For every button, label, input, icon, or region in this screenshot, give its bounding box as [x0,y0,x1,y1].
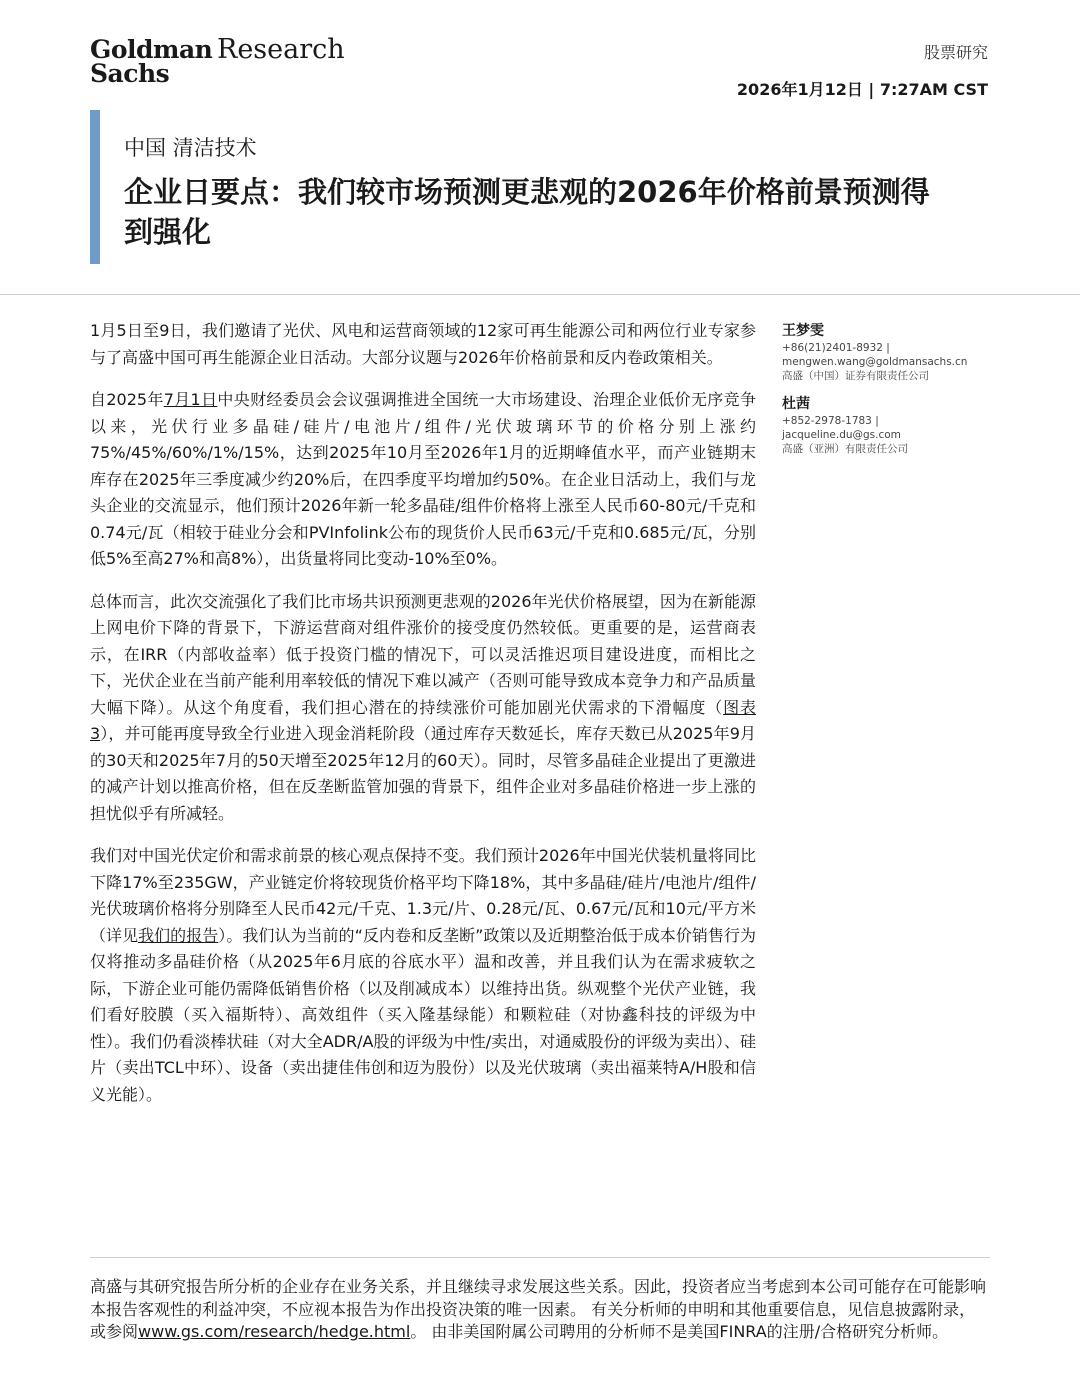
goldman-sachs-logo [90,34,345,88]
paragraph-4 [90,843,756,1108]
analyst-card [782,322,1002,383]
header-meta [737,40,988,100]
logo-line-goldman: Goldman [90,35,213,64]
document-type: 股票研究 [923,43,988,62]
analyst-phone: +852-2978-1783 | [782,415,879,427]
paragraph-2-text-a: 自2025年 [90,390,164,409]
analyst-phone: +86(21)2401-8932 | [782,342,890,354]
paragraph-1: 1月5日至9日，我们邀请了光伏、风电和运营商领域的12家可再生能源公司和两位行业专家参与了高盛中国可再生能源企业日活动。大部分议题与2026年价格前景和反内卷政策相关。 [90,321,756,367]
logo-research: Research [217,34,345,65]
page-header [0,0,1080,110]
title-block [90,110,1000,264]
link-exhibit-3[interactable]: 图表 3 [90,697,756,743]
report-body [90,318,756,1124]
analyst-sidebar [782,322,1002,468]
disclaimer [90,1276,990,1344]
paragraph-3-text-b: ），并可能再度导致全行业进入现金消耗阶段（通过库存天数延长，库存天数已从2025年9月的30天和2025年7月的50天增至2025年12月的60天）。同时，尽管多晶硅企业提出了更激进的减产计划以推高价格，但在反垄断监管加强的背景下，组件企业对多晶硅价格进一步上涨的担忧似乎有所减轻。 [90,724,756,823]
disclaimer-text-a: 高盛与其研究报告所分析的企业存在业务关系，并且继续寻求发展这些关系。因此，投资者应当考虑到本公司可能存在可能影响本报告客观性的利益冲突，不应视本报告为作出投资决策的唯一因素。 有关分析师的申明和其他重要信息，见信息披露附录，或参阅 [90,1277,987,1341]
link-our-report[interactable]: 我们的报告 [138,925,219,945]
paragraph-4-text-b: ）。我们认为当前的“反内卷和反垄断”政策以及近期整治低于成本价销售行为仅将推动多晶硅价格（从2025年6月底的谷底水平）温和改善，并且我们认为在需求疲软之际，下游企业可能仍需降低销售价格（以及削减成本）以维持出货。纵观整个光伏产业链，我们看好胶膜（买入福斯特）、高效组件（买入隆基绿能）和颗粒硅（对协鑫科技的评级为中性）。我们仍看淡棒状硅（对大全ADR/A股的评级为中性/卖出，对通威股份的评级为卖出）、硅片（卖出TCL中环）、设备（卖出捷佳伟创和迈为股份）以及光伏玻璃（卖出福莱特A/H股和信义光能）。 [90,925,756,1104]
link-gs-hedge[interactable]: www.gs.com/research/hedge.html [138,1322,411,1341]
footer-divider [90,1257,990,1258]
header-divider [0,294,1080,295]
analyst-email[interactable]: mengwen.wang@goldmansachs.cn [782,356,968,368]
analyst-email[interactable]: jacqueline.du@gs.com [782,429,901,441]
sector-label: 中国 清洁技术 [124,136,257,160]
paragraph-3-text-a: 总体而言，此次交流强化了我们比市场共识预测更悲观的2026年光伏价格展望，因为在新能源上网电价下降的背景下，下游运营商对组件涨价的接受度仍然较低。更重要的是，运营商表示，在IRR（内部收益率）低于投资门槛的情况下，可以灵活推迟项目建设进度，而相比之下，光伏企业在当前产能利用率较低的情况下难以减产（否则可能导致成本竞争力和产品质量大幅下降）。从这个角度看，我们担心潜在的持续涨价可能加剧光伏需求的下滑幅度（ [90,591,756,717]
analyst-name: 杜茜 [782,396,810,412]
disclaimer-text-b: 。 由非美国附属公司聘用的分析师不是美国FINRA的注册/合格研究分析师。 [410,1322,949,1341]
paragraph-4-text-a: 我们对中国光伏定价和需求前景的核心观点保持不变。我们预计2026年中国光伏装机量将同比下降17%至235GW，产业链定价将较现货价格平均下降18%，其中多晶硅/硅片/电池片/组件/光伏玻璃价格将分别降至人民币42元/千克、1.3元/片、0.28元/瓦、0.67元/瓦和10元/平方米（详见 [90,846,756,945]
logo-line-sachs: Sachs [90,59,170,88]
analyst-name: 王梦雯 [782,323,824,339]
analyst-card [782,395,1002,456]
analyst-firm: 高盛（中国）证券有限责任公司 [782,370,929,382]
paragraph-2-text-b: 中央财经委员会会议强调推进全国统一大市场建设、治理企业低价无序竞争以来，光伏行业多晶硅/硅片/电池片/组件/光伏玻璃环节的价格分别上涨约75%/45%/60%/1%/15%，达到2025年10月至2026年1月的近期峰值水平，而产业链期末库存在2025年三季度减少约20%后，在四季度平均增加约50%。在企业日活动上，我们与龙头企业的交流显示，他们预计2026年新一轮多晶硅/组件价格将上涨至人民币60-80元/千克和0.74元/瓦（相较于硅业分会和PVInfolink公布的现货价人民币63元/千克和0.685元/瓦，分别低5%至高27%和高8%），出货量将同比变动-10%至0%。 [90,390,756,568]
publish-date: 2026年1月12日 | 7:27AM CST [736,80,988,99]
paragraph-2 [90,387,756,573]
link-july-1[interactable]: 7月1日 [163,390,218,409]
paragraph-3 [90,589,756,828]
report-title: 企业日要点：我们较市场预测更悲观的2026年价格前景预测得到强化 [124,175,930,249]
analyst-firm: 高盛（亚洲）有限责任公司 [782,443,908,455]
